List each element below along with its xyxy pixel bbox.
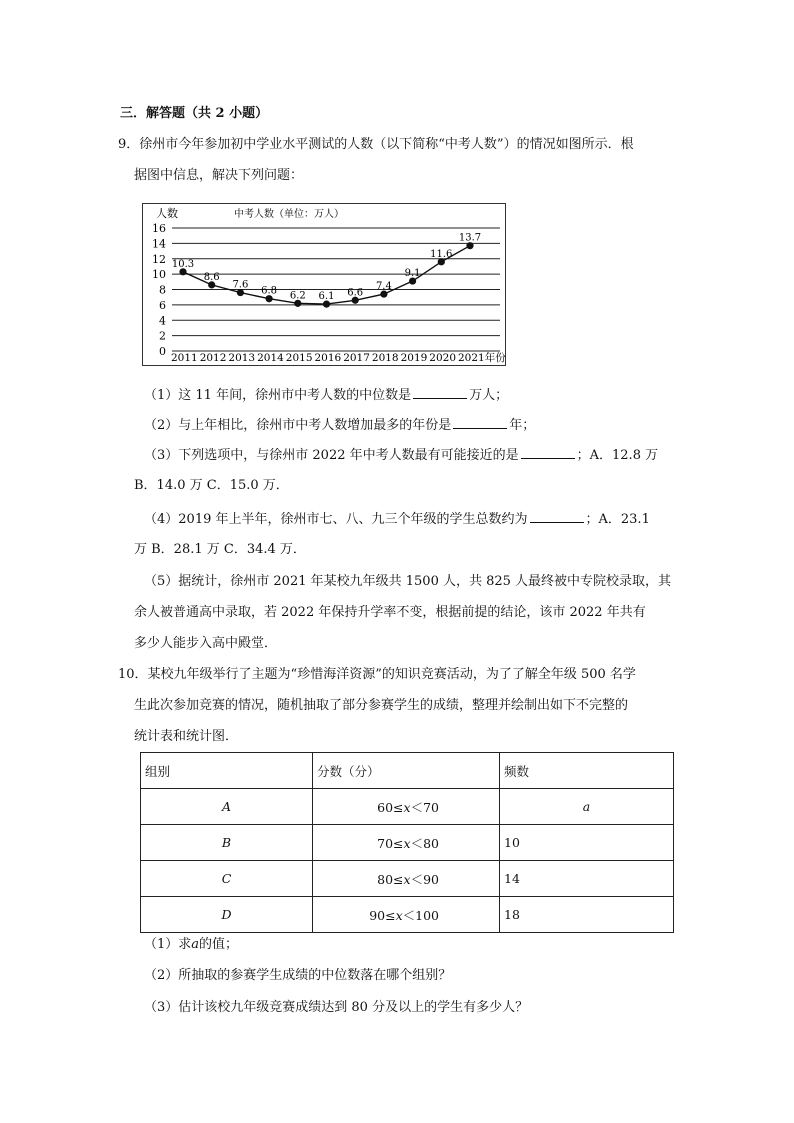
q9-sub3-option-a: ；A．12.8 万 xyxy=(576,448,659,463)
table-row xyxy=(141,789,674,825)
x-tick-label: 2020 xyxy=(429,352,457,364)
y-tick-label: 14 xyxy=(152,237,166,251)
x-tick-label: 2016 xyxy=(314,352,342,364)
data-label: 7.6 xyxy=(232,279,249,291)
x-tick-label: 2018 xyxy=(371,352,399,364)
q9-text-line2: 据图中信息，解决下列问题： xyxy=(134,168,304,183)
q9-sub1 xyxy=(144,386,508,405)
table-row xyxy=(141,897,674,933)
table-cell-group: B xyxy=(141,825,313,861)
data-label: 13.7 xyxy=(458,232,482,244)
table-header-cell: 组别 xyxy=(141,753,313,789)
y-tick-label: 6 xyxy=(159,298,166,312)
data-label: 6.1 xyxy=(318,291,335,303)
chart-svg xyxy=(142,203,506,366)
table-row xyxy=(141,825,674,861)
y-tick-label: 10 xyxy=(152,268,166,282)
q10-sub1-var: a xyxy=(191,937,200,952)
x-tick-label: 2013 xyxy=(228,352,256,364)
q9-sub1-text: （1）这 11 年间，徐州市中考人数的中位数是 xyxy=(144,388,412,403)
x-tick-label: 2021年份 xyxy=(458,352,506,364)
y-tick-label: 4 xyxy=(159,314,166,328)
q10-stem-line1 xyxy=(118,666,636,684)
table-cell-range xyxy=(313,861,500,897)
x-tick-label: 2015 xyxy=(285,352,313,364)
x-tick-label: 2014 xyxy=(257,352,284,364)
q9-sub4-blank xyxy=(530,510,584,523)
range-high: ＜70 xyxy=(410,799,439,815)
table-header-cell: 分数（分） xyxy=(313,753,500,789)
table-cell-freq: 18 xyxy=(500,897,674,933)
y-tick-label: 12 xyxy=(152,252,166,266)
table-cell-range xyxy=(313,825,500,861)
range-low: 90≤ xyxy=(369,907,396,923)
q10-sub3: （3）估计该校九年级竞赛成绩达到 80 分及以上的学生有多少人？ xyxy=(144,1000,529,1015)
table-row xyxy=(141,861,674,897)
data-label: 9.1 xyxy=(404,268,421,280)
table-cell-freq: a xyxy=(500,789,674,825)
table-cell-freq: 14 xyxy=(500,861,674,897)
x-tick-label: 2011 xyxy=(171,352,198,364)
y-tick-label: 0 xyxy=(159,345,166,358)
data-label: 6.2 xyxy=(289,290,306,302)
range-high: ＜100 xyxy=(402,907,439,923)
q10-sub2: （2）所抽取的参赛学生成绩的中位数落在哪个组别？ xyxy=(144,968,452,983)
range-low: 60≤ xyxy=(377,799,404,815)
q9-sub5-line2: 余人被普通高中录取，若 2022 年保持升学率不变，根据前提的结论，该市 2022 年共有 xyxy=(134,605,646,620)
range-var: x xyxy=(403,871,411,887)
table-cell-group: A xyxy=(141,789,313,825)
range-high: ＜90 xyxy=(410,871,439,887)
y-tick-label: 2 xyxy=(159,329,166,343)
section-title: 三．解答题（共 2 小题） xyxy=(120,106,269,121)
q9-sub4 xyxy=(144,510,650,529)
table-cell-range xyxy=(313,789,500,825)
range-low: 80≤ xyxy=(377,871,404,887)
q9-sub2-unit: 年； xyxy=(509,418,536,433)
range-var: x xyxy=(403,835,411,851)
table-cell-freq: 10 xyxy=(500,825,674,861)
q9-sub3 xyxy=(144,446,658,465)
x-tick-label: 2012 xyxy=(199,352,227,364)
q9-stem-line1 xyxy=(118,136,634,154)
table-header-row xyxy=(141,753,674,789)
q10-text-line2: 生此次参加竞赛的情况，随机抽取了部分参赛学生的成绩，整理并绘制出如下不完整的 xyxy=(134,698,629,713)
table-cell-range xyxy=(313,897,500,933)
data-label: 11.6 xyxy=(430,248,453,260)
data-label: 6.8 xyxy=(261,285,278,297)
y-tick-label: 16 xyxy=(152,222,166,235)
q9-sub2 xyxy=(144,416,535,435)
data-label: 10.3 xyxy=(171,258,195,270)
q9-sub3-text: （3）下列选项中，与徐州市 2022 年中考人数最有可能接近的是 xyxy=(144,448,519,463)
q10-number: 10． xyxy=(118,667,148,682)
q9-sub2-text: （2）与上年相比，徐州市中考人数增加最多的年份是 xyxy=(144,418,452,433)
frequency-table xyxy=(140,752,674,933)
range-low: 70≤ xyxy=(377,835,404,851)
x-tick-label: 2019 xyxy=(400,352,428,364)
data-label: 7.4 xyxy=(375,281,392,293)
range-high: ＜80 xyxy=(410,835,439,851)
q9-sub5-line1: （5）据统计，徐州市 2021 年某校九年级共 1500 人，共 825 人最终被中专院校录取，其 xyxy=(144,574,672,589)
q9-sub4-text: （4）2019 年上半年，徐州市七、八、九三个年级的学生总数约为 xyxy=(144,512,528,527)
q9-text-line1: 徐州市今年参加初中学业水平测试的人数（以下简称“中考人数”）的情况如图所示．根 xyxy=(139,137,634,152)
q9-sub2-blank xyxy=(453,416,507,429)
q10-sub1-tail: 的值； xyxy=(199,937,239,952)
q9-sub3-options: B．14.0 万 C．15.0 万． xyxy=(134,478,289,493)
q9-sub5-line3: 多少人能步入高中殿堂． xyxy=(134,636,278,651)
table-header-cell: 频数 xyxy=(500,753,674,789)
enrollment-line-chart xyxy=(142,203,506,366)
data-label: 6.6 xyxy=(347,287,364,299)
q9-sub1-blank xyxy=(413,386,467,399)
q10-sub1-text: （1）求 xyxy=(144,937,192,952)
q9-sub4-option-a: ；A．23.1 xyxy=(585,512,650,527)
q9-sub1-unit: 万人； xyxy=(469,388,509,403)
x-tick-label: 2017 xyxy=(343,352,370,364)
q10-text-line3: 统计表和统计图． xyxy=(134,729,239,744)
chart-ylabel: 人数 xyxy=(156,207,178,220)
q10-sub1 xyxy=(144,936,238,954)
range-var: x xyxy=(395,907,403,923)
q9-sub4-options: 万 B．28.1 万 C．34.4 万． xyxy=(134,542,306,557)
range-var: x xyxy=(403,799,411,815)
q9-sub3-blank xyxy=(521,446,575,459)
chart-title: 中考人数（单位：万人） xyxy=(234,209,344,220)
table-cell-group: D xyxy=(141,897,313,933)
q9-number: 9． xyxy=(118,137,140,152)
table-cell-group: C xyxy=(141,861,313,897)
y-tick-label: 8 xyxy=(159,283,166,297)
data-label: 8.6 xyxy=(203,271,220,283)
q10-text-line1: 某校九年级举行了主题为“珍惜海洋资源”的知识竞赛活动，为了了解全年级 500 名学 xyxy=(147,667,636,682)
